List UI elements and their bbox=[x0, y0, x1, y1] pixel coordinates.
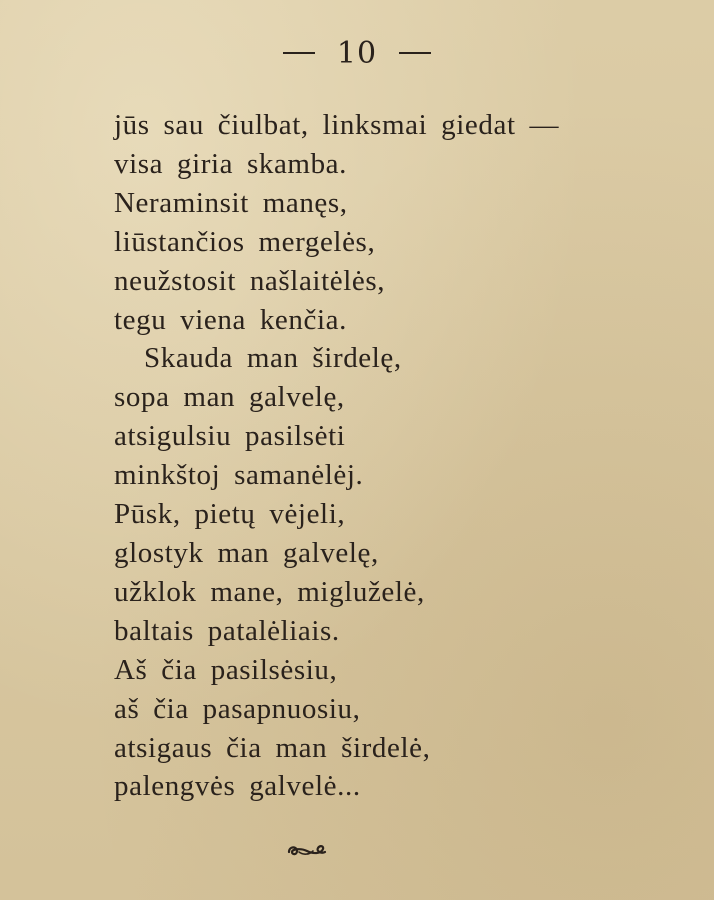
poem-line: Skauda man širdelę, bbox=[144, 342, 402, 375]
page-header bbox=[0, 36, 714, 71]
poem-line: minkštoj samanėlėj. bbox=[114, 459, 364, 492]
poem-line: glostyk man galvelę, bbox=[114, 536, 379, 569]
ornament-flourish-icon bbox=[285, 840, 329, 860]
poem-line: aš čia pasapnuosiu, bbox=[114, 692, 361, 725]
poem-line: Neraminsit manęs, bbox=[114, 186, 348, 219]
dash-left bbox=[283, 52, 315, 54]
poem-line: užklok mane, migluželė, bbox=[114, 575, 425, 608]
poem-line: Pūsk, pietų vėjeli, bbox=[114, 498, 346, 531]
poem-line: atsigulsiu pasilsėti bbox=[114, 420, 346, 453]
poem-line: atsigaus čia man širdelė, bbox=[114, 731, 431, 764]
poem-line: Aš čia pasilsėsiu, bbox=[114, 653, 338, 686]
poem-line: baltais patalėliais. bbox=[114, 614, 340, 647]
poem-line: visa giria skamba. bbox=[114, 147, 347, 180]
poem-line: sopa man galvelę, bbox=[114, 381, 345, 414]
dash-right bbox=[399, 52, 431, 54]
poem-line: jūs sau čiulbat, linksmai giedat — bbox=[114, 109, 560, 141]
poem-line: tegu viena kenčia. bbox=[114, 303, 347, 336]
page-number: 10 bbox=[336, 36, 378, 71]
poem-line: palengvės galvelė... bbox=[114, 770, 361, 803]
poem-text bbox=[114, 106, 674, 806]
poem-line: liūstančios mergelės, bbox=[114, 225, 376, 258]
poem-line: neužstosit našlaitėlės, bbox=[114, 264, 386, 297]
